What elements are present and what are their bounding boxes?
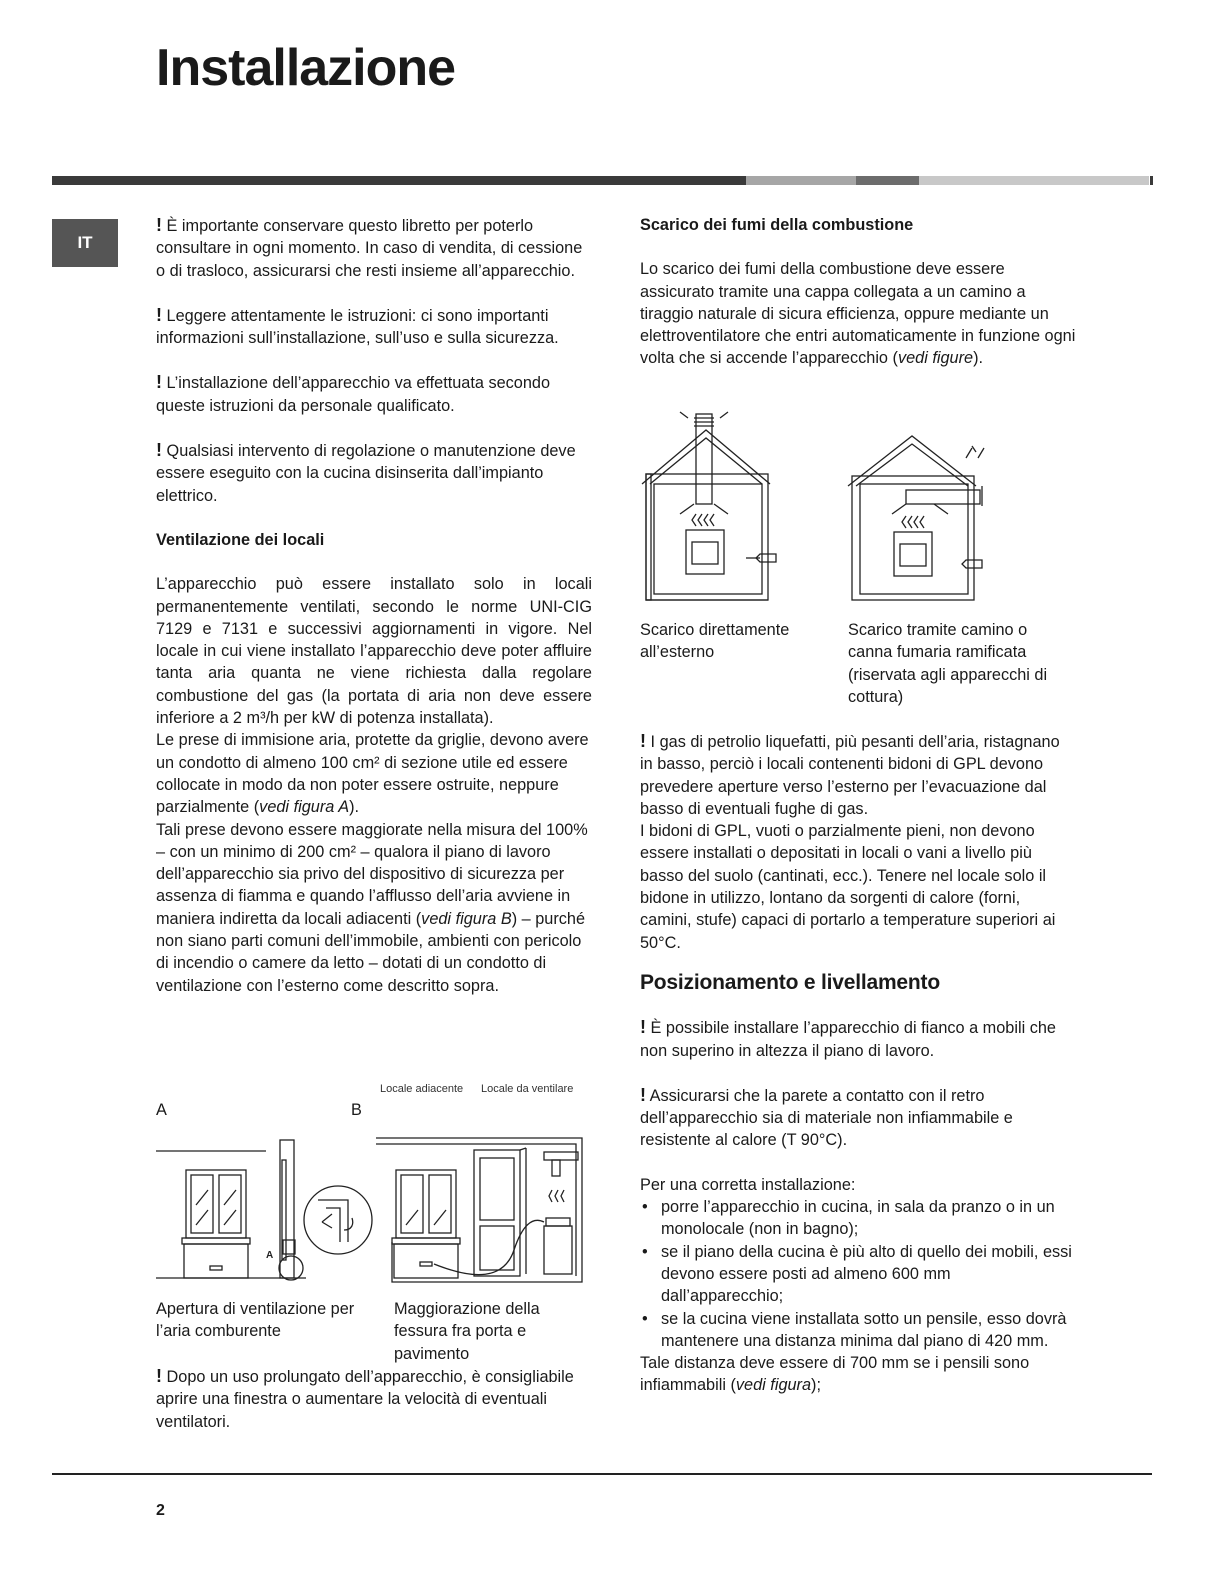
ventilation-paragraph-3: Tali prese devono essere maggiorate nella misura del 100% – con un minimo di 200 cm² – qualora il piano di lavoro dell’apparecchio sia privo del dispositivo di sicurezza per assenza di fiamma e quando l’afflusso dell’aria avviene in maniera indiretta da locali adiacenti (vedi figura B) – purché non siano parti comuni dell’immobile, ambienti con pericolo di incendio o camere da letto – dotati di un condotto di ventilazione con l’esterno come descritto sopra. [156, 820, 588, 995]
caption-direct-exhaust: Scarico direttamente all’esterno [640, 621, 790, 662]
exclamation-icon: ! [640, 1084, 646, 1105]
right-column-top [640, 214, 1076, 370]
list-item: • se la cucina viene installata sotto un pensile, esso dovrà mantenere una distanza minima dal piano di 420 mm. [640, 1308, 1076, 1353]
exclamation-icon: ! [156, 372, 162, 393]
language-tab: IT [52, 219, 118, 267]
header-bar-segment-light [919, 176, 1149, 185]
distance-note: Tale distanza deve essere di 700 mm se i pensili sono infiammabili (vedi figura); [640, 1354, 1030, 1395]
figure-b-adjacent-room-ventilation [374, 1130, 589, 1290]
positioning-heading: Posizionamento e livellamento [640, 970, 940, 994]
warning-maintenance: ! Qualsiasi intervento di regolazione o manutenzione deve essere eseguito con la cucina disinserita dall’impianto elettrico. [156, 440, 576, 505]
header-bar-segment-mid [746, 176, 856, 185]
exclamation-icon: ! [156, 304, 162, 325]
figure-b-label: B [351, 1101, 362, 1119]
figure-b-reference: vedi figura B [421, 909, 512, 928]
label-room-to-ventilate: Locale da ventilare [481, 1083, 574, 1095]
ventilation-heading: Ventilazione dei locali [156, 530, 325, 549]
figure-chimney-exhaust-house [846, 432, 1006, 608]
header-bar-segment-dark [52, 176, 746, 185]
warning-gpl: ! I gas di petrolio liquefatti, più pesanti dell’aria, ristagnano in basso, perciò i locali contenenti bidoni di GPL devono prevedere aperture verso l’esterno per l’evacuazione dal basso di eventuali fughe di gas. [640, 731, 1060, 818]
warning-keep-manual: ! È importante conservare questo libretto per poterlo consultare in ogni momento. In caso di vendita, di cessione o di trasloco, assicurarsi che resti insieme all’apparecchio. [156, 215, 583, 280]
fumes-heading: Scarico dei fumi della combustione [640, 216, 914, 234]
warning-prolonged-use: ! Dopo un uso prolungato dell’apparecchio, è consigliabile aprire una finestra o aumentare la velocità di eventuali ventilatori. [156, 1366, 574, 1431]
list-item: • porre l’apparecchio in cucina, in sala da pranzo o in un monolocale (non in bagno); [640, 1196, 1076, 1241]
gpl-bottles-paragraph: I bidoni di GPL, vuoti o parzialmente pieni, non devono essere installati o depositati in locali o vani a livello più basso del suolo (cantinati, ecc.). Tenere nel locale solo il bidone in utilizzo, lontano da sorgenti di calore (forni, camini, stufe) capaci di portarlo a temperature superiori ai 50°C. [640, 822, 1056, 952]
warning-read-instructions: ! Leggere attentamente le istruzioni: ci sono importanti informazioni sull’installazione, sull’uso e sulla sicurezza. [156, 304, 559, 348]
exclamation-icon: ! [640, 1017, 646, 1038]
figure-direct-exhaust-house [640, 408, 780, 608]
figure-a-ventilation-opening [156, 1130, 376, 1290]
exclamation-icon: ! [156, 440, 162, 461]
figure-a-opening-marker: A [266, 1250, 274, 1261]
figure-reference: vedi figura [735, 1376, 812, 1395]
footer-rule [52, 1473, 1152, 1475]
figure-a-reference: vedi figura A [259, 798, 350, 817]
warning-positioning-furniture: ! È possibile installare l’apparecchio di fianco a mobili che non superino in altezza il piano di lavoro. [640, 1017, 1056, 1060]
installation-bullet-list [640, 1196, 1076, 1352]
label-adjacent-room: Locale adiacente [380, 1083, 464, 1095]
page-number: 2 [156, 1502, 165, 1519]
header-bar-segment-dark2 [856, 176, 919, 185]
header-bar-end-tick [1150, 176, 1153, 185]
ventilation-paragraph-2: Le prese di immisione aria, protette da griglie, devono avere un condotto di almeno 100 cm² di sezione utile ed essere collocate in modo da non poter essere ostruite, neppure parzialmente (vedi figura A). [156, 731, 589, 817]
caption-chimney-exhaust: Scarico tramite camino o canna fumaria ramificata (riservata agli apparecchi di cottura) [848, 621, 1048, 706]
list-item: • se il piano della cucina è più alto di quello dei mobili, essi devono essere posti ad almeno 600 mm dall’apparecchio; [640, 1241, 1076, 1308]
warning-qualified-personnel: ! L’installazione dell’apparecchio va effettuata secondo queste istruzioni da personale qualificato. [156, 372, 551, 415]
exclamation-icon: ! [156, 1366, 162, 1386]
exclamation-icon: ! [156, 215, 162, 235]
fumes-paragraph: Lo scarico dei fumi della combustione deve essere assicurato tramite una cappa collegata a un camino a tiraggio naturale di sicura efficienza, oppure mediante un elettroventilatore che entri automaticamente in funzione ogni volta che si accende l’apparecchio (vedi figure). [640, 260, 1076, 368]
caption-figure-a: Apertura di ventilazione per l’aria comburente [156, 1300, 355, 1341]
page-title: Installazione [156, 39, 456, 97]
right-column-bottom [640, 730, 1076, 1397]
installation-intro: Per una corretta installazione: [640, 1175, 856, 1194]
left-column [156, 214, 592, 997]
caption-figure-b: Maggiorazione della fessura fra porta e pavimento [394, 1300, 540, 1363]
warning-rear-wall: ! Assicurarsi che la parete a contatto con il retro dell’apparecchio sia di materiale non infiammabile e resistente al calore (T 90°C). [640, 1084, 1013, 1150]
exclamation-icon: ! [640, 731, 646, 751]
figures-reference: vedi figure [897, 349, 974, 368]
figure-a-label: A [156, 1101, 167, 1119]
ventilation-paragraph-1: L’apparecchio può essere installato solo in locali permanentemente ventilati, secondo le norme UNI-CIG 7129 e 7131 e successivi aggiornamenti in vigore. Nel locale in cui viene installato l’apparecchio deve poter affluire tanta aria quanta ne viene richiesta dalla regolare combustione del gas (la portata di aria non deve essere inferiore a 2 m³/h per kW di potenza installata). [156, 575, 592, 728]
